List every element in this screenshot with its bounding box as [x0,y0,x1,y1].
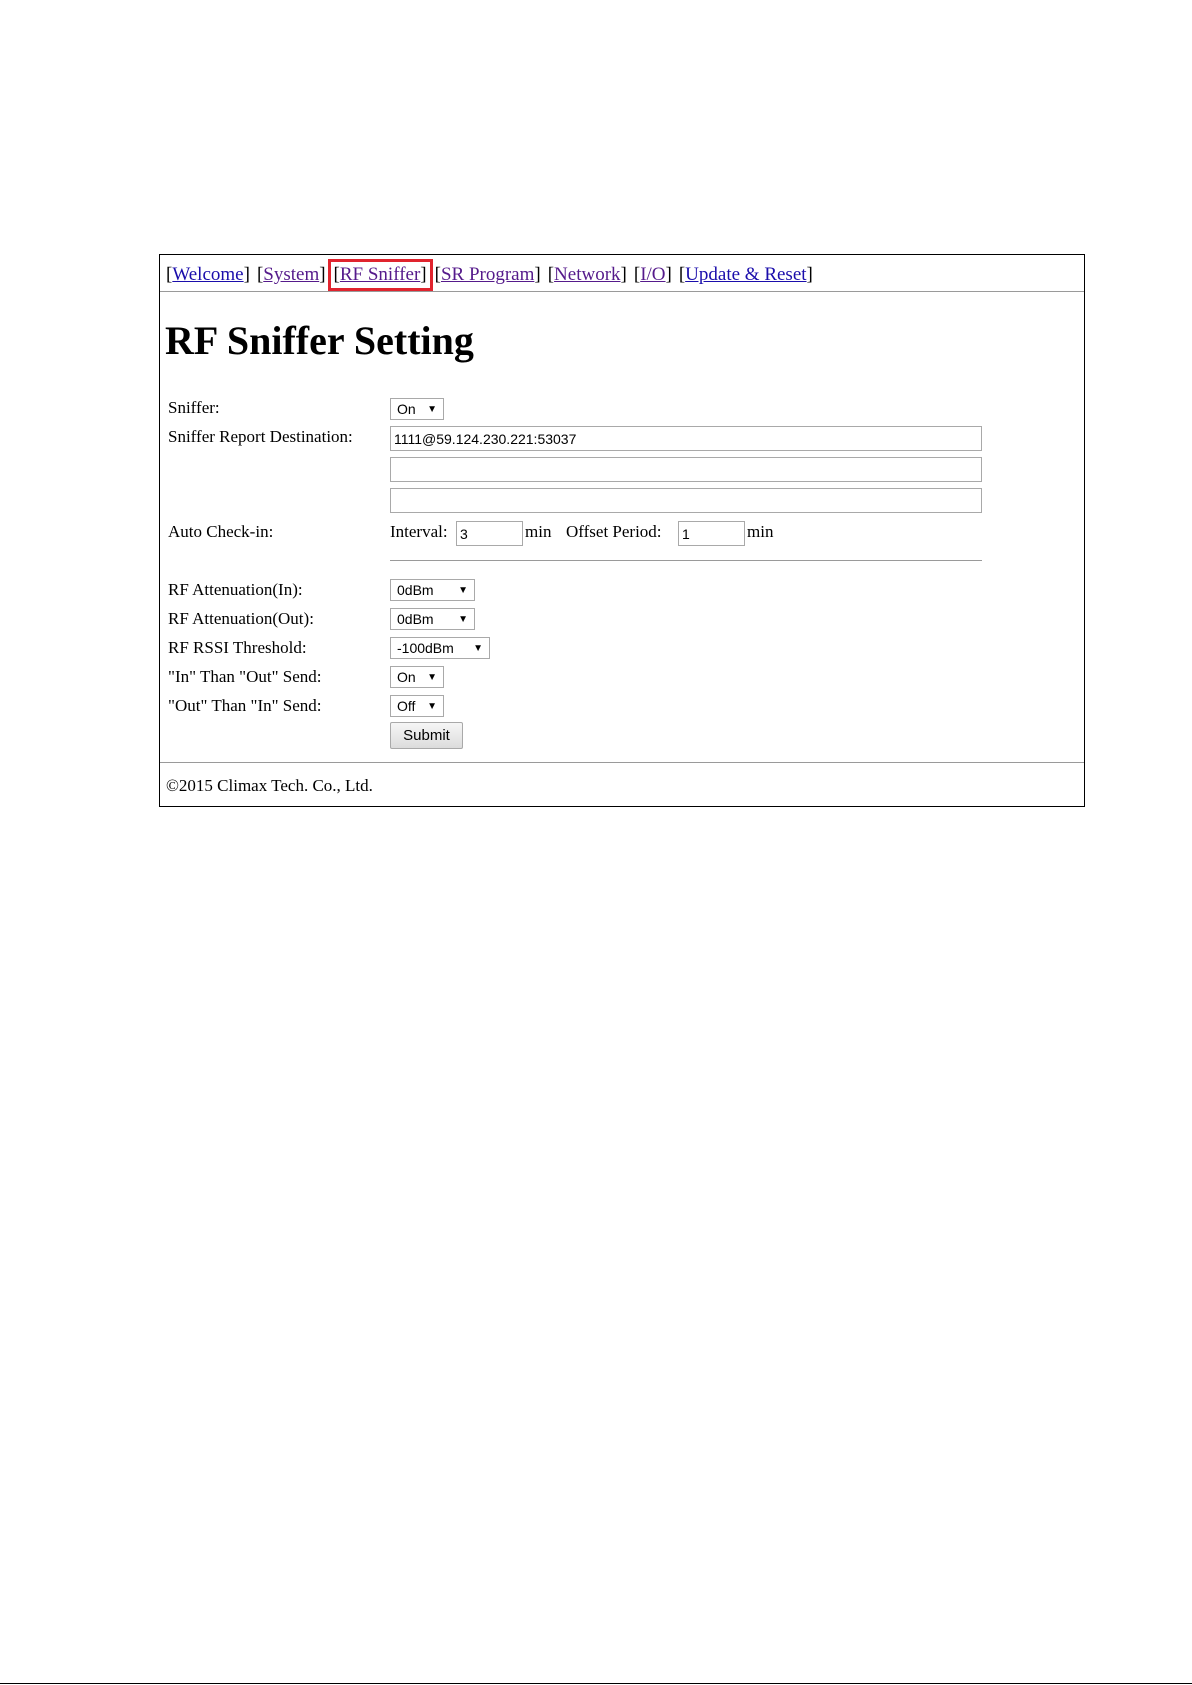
nav-rf-sniffer-link[interactable]: RF Sniffer [339,264,421,285]
report-destination-input-3[interactable] [390,488,982,513]
sniffer-select-value: On [397,401,416,417]
interval-input[interactable] [456,521,523,546]
rssi-threshold-label: RF RSSI Threshold: [168,638,307,657]
nav-system-link[interactable]: System [263,264,320,285]
dropdown-arrow-icon: ▼ [427,700,437,712]
report-destination-input-1-value: 1111@59.124.230.221:53037 [394,430,577,447]
nav-io[interactable]: [I/O] [633,264,672,285]
dropdown-arrow-icon: ▼ [458,584,468,596]
out-than-in-send-select[interactable] [390,695,444,717]
sniffer-select[interactable] [390,398,444,420]
nav-welcome[interactable]: [Welcome] [166,264,250,285]
rf-attenuation-out-select[interactable] [390,608,475,630]
section-divider [390,560,982,561]
report-destination-label: Sniffer Report Destination: [168,427,353,446]
offset-period-input[interactable] [678,521,745,546]
nav-io-link[interactable]: I/O [640,264,666,285]
page-bottom-rule [0,1683,1192,1684]
top-navigation [166,259,820,291]
submit-button[interactable]: Submit [390,722,463,749]
rf-attenuation-in-label: RF Attenuation(In): [168,580,303,599]
settings-page-frame [159,254,1085,807]
rf-attenuation-in-select[interactable] [390,579,475,601]
dropdown-arrow-icon: ▼ [473,642,483,654]
nav-sr-program[interactable]: [SR Program] [434,264,541,285]
rssi-threshold-value: -100dBm [397,640,454,656]
out-than-in-send-label: "Out" Than "In" Send: [168,696,322,715]
nav-system[interactable]: [System] [256,264,326,285]
bottom-divider [160,762,1084,763]
dropdown-arrow-icon: ▼ [427,671,437,683]
top-divider [160,291,1084,292]
nav-network-link[interactable]: Network [554,264,621,285]
nav-rf-sniffer-highlighted[interactable]: [RF Sniffer] [333,264,427,285]
in-than-out-send-label: "In" Than "Out" Send: [168,667,322,686]
rf-attenuation-in-value: 0dBm [397,582,434,598]
nav-welcome-link[interactable]: Welcome [172,264,244,285]
nav-update-reset-link[interactable]: Update & Reset [685,264,807,285]
auto-checkin-label: Auto Check-in: [168,522,274,541]
report-destination-input-2[interactable] [390,457,982,482]
nav-update-reset[interactable]: [Update & Reset] [678,264,813,285]
in-than-out-send-value: On [397,669,416,685]
nav-network[interactable]: [Network] [547,264,627,285]
offset-period-input-value: 1 [682,525,690,542]
sniffer-label: Sniffer: [168,398,220,417]
offset-period-unit: min [747,522,774,541]
nav-sr-program-link[interactable]: SR Program [440,264,535,285]
page-title: RF Sniffer Setting [165,318,474,363]
dropdown-arrow-icon: ▼ [458,613,468,625]
out-than-in-send-value: Off [397,698,416,714]
offset-period-label: Offset Period: [566,522,662,541]
interval-unit: min [525,522,552,541]
interval-input-value: 3 [460,525,468,542]
rf-attenuation-out-value: 0dBm [397,611,434,627]
interval-label: Interval: [390,522,448,541]
rssi-threshold-select[interactable] [390,637,490,659]
dropdown-arrow-icon: ▼ [427,403,437,415]
rf-attenuation-out-label: RF Attenuation(Out): [168,609,314,628]
footer-copyright: ©2015 Climax Tech. Co., Ltd. [166,776,373,795]
in-than-out-send-select[interactable] [390,666,444,688]
report-destination-input-1[interactable] [390,426,982,451]
